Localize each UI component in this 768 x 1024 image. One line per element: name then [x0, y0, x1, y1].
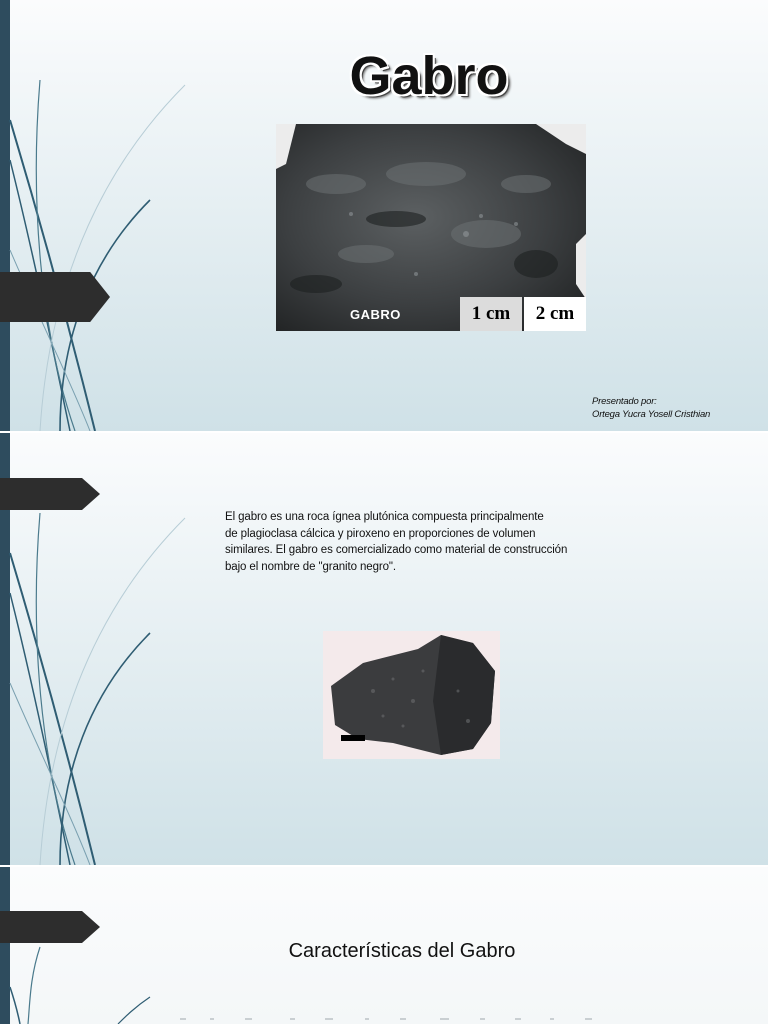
- gabbro-rock-photo: [276, 124, 586, 331]
- section-tab-marker: [0, 478, 100, 510]
- description-line: similares. El gabro es comercializado como material de construcción: [225, 544, 568, 556]
- characteristics-title: Características del Gabro: [288, 940, 516, 962]
- presenter-name: Ortega Yucra Yosell Cristhian: [592, 409, 711, 420]
- photo-rock-label: GABRO: [350, 307, 401, 322]
- description-line: de plagioclasa cálcica y piroxeno en proporciones de volumen: [225, 527, 536, 540]
- gabbro-sample-photo: [323, 631, 500, 759]
- section-tab-marker: [0, 911, 100, 943]
- slide-title: [0, 0, 768, 431]
- presented-label: Presentado por:: [592, 396, 657, 407]
- gabbro-description: [225, 509, 585, 575]
- slide-separator: [0, 431, 768, 433]
- slide-characteristics: [0, 867, 768, 1024]
- slide-description: [0, 433, 768, 865]
- description-line: bajo el nombre de "granito negro".: [225, 560, 396, 573]
- slide-title-text: Gabro: [349, 46, 509, 106]
- scale-1cm: 1 cm: [460, 297, 522, 331]
- slide-separator: [0, 865, 768, 867]
- faded-text-fragment: [150, 1015, 630, 1024]
- scale-2cm: 2 cm: [524, 297, 586, 331]
- presenter-credit: [592, 395, 710, 421]
- section-tab-marker: [0, 272, 110, 322]
- description-line: El gabro es una roca ígnea plutónica compuesta principalmente: [225, 511, 544, 523]
